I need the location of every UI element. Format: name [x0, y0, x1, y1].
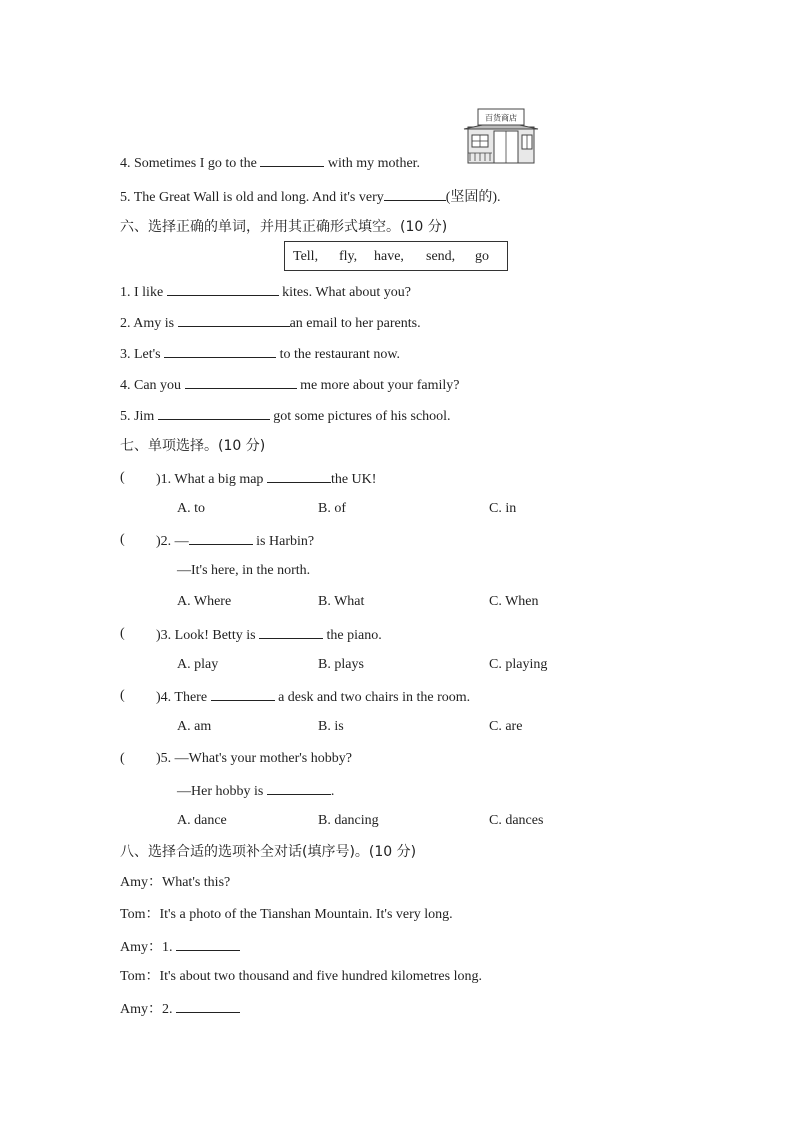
- s6-q1-text: 1. I like: [120, 285, 167, 300]
- s6-q3-text: 3. Let's: [120, 347, 165, 362]
- s7-q5-answer-text: —Her hobby is: [177, 784, 267, 799]
- s7-q4-text-after: a desk and two chairs in the room.: [274, 690, 471, 705]
- s7-q1-option-b[interactable]: B. of: [318, 501, 346, 516]
- s7-q5-paren: (: [120, 751, 125, 766]
- s6-q3-blank[interactable]: [164, 344, 276, 358]
- s7-question-5: )5. —What's your mother's hobby?: [156, 751, 352, 766]
- s7-q1-text-after: the UK!: [330, 472, 377, 487]
- s7-q3-option-c[interactable]: C. playing: [489, 657, 548, 672]
- s7-q4-option-c[interactable]: C. are: [489, 719, 523, 734]
- s6-q5-text-after: got some pictures of his school.: [269, 409, 451, 424]
- dialogue-line-5: [120, 999, 240, 1019]
- word-tell: Tell,: [293, 249, 319, 264]
- speaker-amy: Amy：: [120, 940, 162, 955]
- dialogue-text: It's about two thousand and five hundred kilometres long.: [159, 969, 482, 984]
- dialogue-line-3: [120, 937, 240, 957]
- s7-q3-option-b[interactable]: B. plays: [318, 657, 364, 672]
- s5-q5-blank[interactable]: [384, 187, 446, 201]
- dialogue-line-1: [120, 874, 230, 892]
- s7-q5-answer: [177, 781, 334, 801]
- section-6-heading: 六、选择正确的单词，并用其正确形式填空。(10 分): [120, 219, 448, 235]
- s7-q1-blank[interactable]: [267, 469, 331, 483]
- s6-q2-text-after: an email to her parents.: [289, 316, 421, 331]
- s7-q1-text: )1. What a big map: [156, 472, 267, 487]
- s6-q2-text: 2. Amy is: [120, 316, 178, 331]
- s6-q1-text-after: kites. What about you?: [278, 285, 411, 300]
- s6-question-3: [120, 344, 400, 364]
- s5-q5-text: 5. The Great Wall is old and long. And it's very: [120, 190, 384, 205]
- word-fly: fly,: [339, 249, 358, 264]
- s7-q2-paren: (: [120, 532, 125, 547]
- s7-q2-option-b[interactable]: B. What: [318, 594, 365, 609]
- s7-question-4: [156, 687, 470, 707]
- s6-q2-blank[interactable]: [178, 313, 290, 327]
- s6-q4-text: 4. Can you: [120, 378, 185, 393]
- word-send: send,: [426, 249, 456, 264]
- dialogue-text: It's a photo of the Tianshan Mountain. It's very long.: [159, 907, 453, 922]
- s7-q3-text: )3. Look! Betty is: [156, 628, 260, 643]
- store-sign-text: 百货商店: [485, 113, 517, 123]
- s7-question-1: [156, 469, 376, 489]
- s6-question-2: [120, 313, 421, 333]
- s5-q4-text: 4. Sometimes I go to the: [120, 156, 261, 171]
- dialogue-line-4: [120, 968, 482, 986]
- s7-q4-text: )4. There: [156, 690, 211, 705]
- dialogue-line-2: [120, 906, 453, 924]
- s7-q3-text-after: the piano.: [323, 628, 382, 643]
- section-8-heading: 八、选择合适的选项补全对话(填序号)。(10 分): [120, 844, 417, 860]
- s5-question-5: [120, 187, 501, 207]
- s6-q4-blank[interactable]: [185, 375, 297, 389]
- s7-q2-text: )2. —: [156, 534, 189, 549]
- section-7-heading: 七、单项选择。(10 分): [120, 438, 266, 454]
- s7-q4-blank[interactable]: [211, 687, 275, 701]
- s6-q5-blank[interactable]: [158, 406, 270, 420]
- s7-q4-option-b[interactable]: B. is: [318, 719, 344, 734]
- s7-q2-text-after: is Harbin?: [252, 534, 315, 549]
- dialogue-text: 1.: [162, 940, 176, 955]
- s7-q4-option-a[interactable]: A. am: [177, 719, 212, 734]
- s7-q5-answer-period: .: [330, 784, 335, 799]
- s7-q1-option-c[interactable]: C. in: [489, 501, 517, 516]
- s7-q2-answer: —It's here, in the north.: [177, 563, 311, 578]
- speaker-tom: Tom：: [120, 969, 160, 984]
- s7-q2-blank[interactable]: [189, 531, 253, 545]
- s5-q4-text-after: with my mother.: [324, 156, 421, 171]
- word-have: have,: [374, 249, 404, 264]
- s6-q3-text-after: to the restaurant now.: [276, 347, 401, 362]
- s7-q3-option-a[interactable]: A. play: [177, 657, 219, 672]
- s7-q4-paren: (: [120, 688, 125, 703]
- s7-q2-option-a[interactable]: A. Where: [177, 594, 232, 609]
- s7-q2-option-c[interactable]: C. When: [489, 594, 539, 609]
- s7-q5-blank[interactable]: [267, 781, 331, 795]
- dialogue-text: 2.: [162, 1002, 176, 1017]
- s5-question-4: [120, 153, 420, 173]
- s7-q1-option-a[interactable]: A. to: [177, 501, 205, 516]
- s7-question-3: [156, 625, 382, 645]
- dialogue-blank-2[interactable]: [176, 999, 240, 1013]
- word-go: go: [475, 249, 489, 264]
- s7-q5-option-b[interactable]: B. dancing: [318, 813, 379, 828]
- s7-question-2: [156, 531, 314, 551]
- s7-q5-option-c[interactable]: C. dances: [489, 813, 544, 828]
- s5-q4-blank[interactable]: [260, 153, 324, 167]
- s7-q1-paren: (: [120, 470, 125, 485]
- department-store-picture: [462, 107, 540, 165]
- speaker-amy: Amy：: [120, 875, 162, 890]
- dialogue-text: What's this?: [162, 875, 231, 890]
- speaker-tom: Tom：: [120, 907, 160, 922]
- word-bank-box: [284, 241, 508, 271]
- s6-question-1: [120, 282, 411, 302]
- s6-question-4: [120, 375, 459, 395]
- s6-question-5: [120, 406, 451, 426]
- s6-q1-blank[interactable]: [167, 282, 279, 296]
- s7-q3-paren: (: [120, 626, 125, 641]
- s6-q5-text: 5. Jim: [120, 409, 158, 424]
- s7-q3-blank[interactable]: [259, 625, 323, 639]
- s6-q4-text-after: me more about your family?: [296, 378, 460, 393]
- s5-q5-hint: (坚固的).: [445, 190, 501, 205]
- dialogue-blank-1[interactable]: [176, 937, 240, 951]
- s7-q5-option-a[interactable]: A. dance: [177, 813, 227, 828]
- speaker-amy: Amy：: [120, 1002, 162, 1017]
